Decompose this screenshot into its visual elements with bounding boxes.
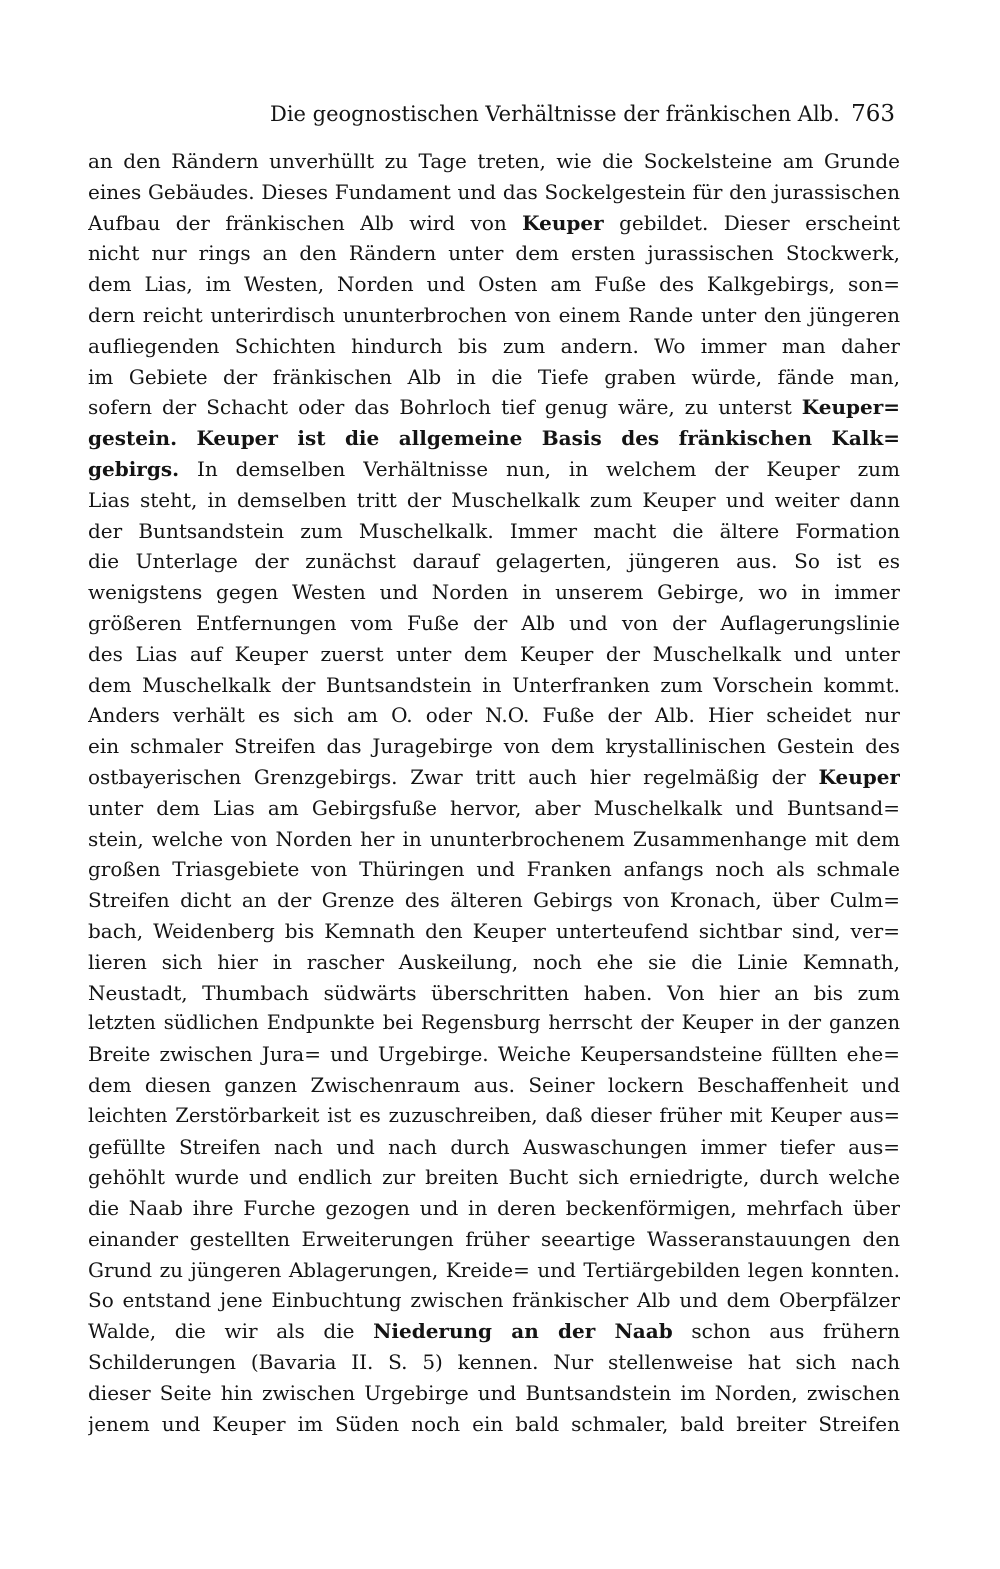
text-line <box>88 947 900 978</box>
text-line <box>88 1132 900 1163</box>
text-run: die Naab ihre Furche gezogen und in deren beckenförmigen, mehrfach über <box>88 1196 900 1221</box>
text-run: größeren Entfernungen vom Fuße der Alb und von der Auflagerungslinie <box>88 610 900 635</box>
text-line <box>88 331 900 362</box>
text-run: letzten südlichen Endpunkte bei Regensburg herrscht der Keuper in der ganzen <box>88 1011 900 1035</box>
text-run: sofern der Schacht oder das Bohrloch tief genug wäre, zu unterst <box>88 395 802 420</box>
text-run: ostbayerischen Grenzgebirgs. Zwar tritt auch hier regelmäßig der <box>88 764 819 789</box>
text-run: an den Rändern unverhüllt zu Tage treten, wie die Sockelsteine am Grunde <box>88 149 900 173</box>
text-run: In demselben Verhältnisse nun, in welchem der Keuper zum <box>179 456 900 481</box>
text-line <box>88 608 900 639</box>
text-line <box>88 1070 900 1101</box>
text-line <box>88 269 900 300</box>
text-run: bach, Weidenberg bis Kemnath den Keuper unterteufend sichtbar sind, ver= <box>88 918 900 943</box>
text-run: dieser Seite hin zwischen Urgebirge und Buntsandstein im Norden, zwischen <box>88 1380 900 1405</box>
text-run: Anders verhält es sich am O. oder N.O. Fuße der Alb. Hier scheidet nur <box>88 703 900 728</box>
text-line <box>88 670 900 701</box>
text-line <box>88 1316 900 1347</box>
text-line <box>88 146 900 177</box>
text-line <box>88 208 900 239</box>
text-line <box>88 1378 900 1409</box>
text-run: Lias steht, in demselben tritt der Muschelkalk zum Keuper und weiter dann <box>88 487 900 512</box>
text-line <box>88 1255 900 1286</box>
text-line <box>88 762 900 793</box>
text-run: dem Lias, im Westen, Norden und Osten am Fuße des Kalkgebirgs, son= <box>88 272 900 297</box>
text-run: dern reicht unterirdisch ununterbrochen von einem Rande unter den jüngeren <box>88 302 900 327</box>
text-run: Breite zwischen Jura= und Urgebirge. Weiche Keupersandsteine füllten ehe= <box>88 1042 900 1067</box>
text-line <box>88 793 900 824</box>
text-run: Walde, die wir als die <box>88 1319 374 1344</box>
text-run: gebildet. Dieser erscheint <box>603 210 900 235</box>
text-run: Schilderungen (Bavaria II. S. 5) kennen. Nur stellenweise hat sich nach <box>88 1350 900 1375</box>
text-line <box>88 731 900 762</box>
text-line <box>88 1285 900 1316</box>
text-line <box>88 1008 900 1039</box>
text-line <box>88 362 900 393</box>
text-run: dem diesen ganzen Zwischenraum aus. Seiner lockern Beschaffenheit und <box>88 1072 900 1097</box>
text-run: nicht nur rings an den Rändern unter dem ersten jurassischen Stockwerk, <box>88 241 900 266</box>
text-line <box>88 546 900 577</box>
text-run: So entstand jene Einbuchtung zwischen fränkischer Alb und dem Oberpfälzer <box>88 1288 900 1313</box>
text-run: großen Triasgebiete von Thüringen und Franken anfangs noch als schmale <box>88 857 900 882</box>
text-line <box>88 854 900 885</box>
text-run: ein schmaler Streifen das Juragebirge von dem krystallinischen Gestein des <box>88 734 900 759</box>
text-run: lieren sich hier in rascher Auskeilung, noch ehe sie die Linie Kemnath, <box>88 949 900 974</box>
emphasized-text: Keuper= <box>801 395 900 420</box>
text-run: gehöhlt wurde und endlich zur breiten Bucht sich erniedrigte, durch welche <box>88 1165 900 1190</box>
text-line <box>88 516 900 547</box>
text-line <box>88 1224 900 1255</box>
text-line <box>88 454 900 485</box>
emphasized-text: gebirgs. <box>88 456 180 481</box>
text-line <box>88 1039 900 1070</box>
text-run: Grund zu jüngeren Ablagerungen, Kreide= und Tertiärgebilden legen konnten. <box>88 1257 900 1282</box>
text-line <box>88 423 900 454</box>
running-title: Die geognostischen Verhältnisse der fränkischen Alb. <box>270 102 840 126</box>
text-run: einander gestellten Erweiterungen früher seeartige Wasseranstauungen den <box>88 1226 900 1251</box>
text-run: leichten Zerstörbarkeit ist es zuzuschreiben, daß dieser früher mit Keuper aus= <box>88 1103 900 1127</box>
text-line <box>88 916 900 947</box>
text-run: gefüllte Streifen nach und nach durch Auswaschungen immer tiefer aus= <box>88 1134 900 1159</box>
text-run: jenem und Keuper im Süden noch ein bald schmaler, bald breiter Streifen <box>88 1411 900 1436</box>
text-line <box>88 1347 900 1378</box>
emphasized-text: Niederung an der Naab <box>373 1319 673 1344</box>
text-run: im Gebiete der fränkischen Alb in die Tiefe graben würde, fände man, <box>88 364 900 389</box>
text-line <box>88 1101 900 1132</box>
text-line <box>88 485 900 516</box>
text-line <box>88 577 900 608</box>
body-paragraph <box>88 146 900 1439</box>
text-line <box>88 238 900 269</box>
page-number: 763 <box>851 101 895 127</box>
text-line <box>88 824 900 855</box>
emphasized-text: Keuper <box>818 764 900 789</box>
text-line <box>88 885 900 916</box>
text-line <box>88 392 900 423</box>
text-line <box>88 1409 900 1440</box>
text-run: der Buntsandstein zum Muschelkalk. Immer macht die ältere Formation <box>88 518 900 543</box>
text-run: eines Gebäudes. Dieses Fundament und das Sockelgestein für den jurassischen <box>88 179 900 204</box>
text-run: unter dem Lias am Gebirgsfuße hervor, aber Muschelkalk und Buntsand= <box>88 795 900 820</box>
text-line <box>88 177 900 208</box>
text-line <box>88 1193 900 1224</box>
text-run: schon aus frühern <box>672 1319 900 1344</box>
text-run: Aufbau der fränkischen Alb wird von <box>88 210 523 235</box>
emphasized-text: Keuper <box>522 210 604 235</box>
text-line <box>88 300 900 331</box>
text-run: aufliegenden Schichten hindurch bis zum andern. Wo immer man daher <box>88 333 900 358</box>
text-line <box>88 700 900 731</box>
text-line <box>88 978 900 1009</box>
text-run: die Unterlage der zunächst darauf gelagerten, jüngeren aus. So ist es <box>88 549 900 574</box>
text-line <box>88 1162 900 1193</box>
text-run: stein, welche von Norden her in ununterbrochenem Zusammenhange mit dem <box>88 826 900 851</box>
text-line <box>88 639 900 670</box>
text-run: des Lias auf Keuper zuerst unter dem Keuper der Muschelkalk und unter <box>88 641 900 666</box>
text-run: dem Muschelkalk der Buntsandstein in Unterfranken zum Vorschein kommt. <box>88 672 900 697</box>
text-run: Streifen dicht an der Grenze des älteren Gebirgs von Kronach, über Culm= <box>88 888 900 913</box>
text-run: Neustadt, Thumbach südwärts überschritten haben. Von hier an bis zum <box>88 980 900 1005</box>
running-header <box>0 96 1000 132</box>
text-run: wenigstens gegen Westen und Norden in unserem Gebirge, wo in immer <box>88 580 900 605</box>
emphasized-text: gestein. Keuper ist die allgemeine Basis des fränkischen Kalk= <box>88 426 900 451</box>
